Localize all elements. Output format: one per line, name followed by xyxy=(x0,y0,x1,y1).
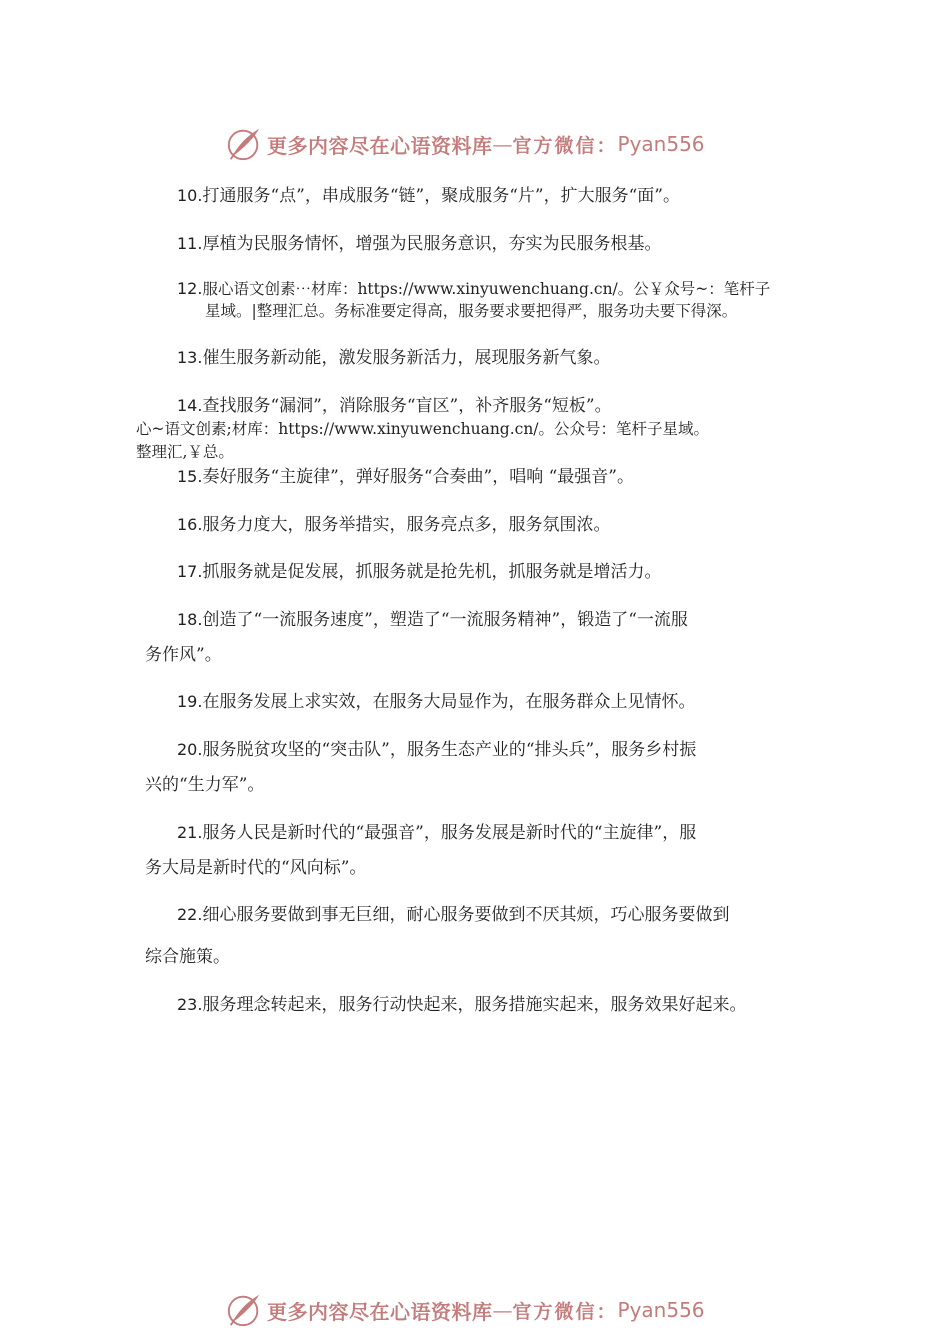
list-item xyxy=(177,990,746,1015)
item-text: 催生服务新动能，激发服务新活力，展现服务新气象。 xyxy=(202,348,611,368)
header-banner xyxy=(225,124,705,164)
list-item xyxy=(177,605,688,630)
item-text: 奏好服务“主旋律”，弹好服务“合奏曲”，唱响 “最强音”。 xyxy=(202,467,635,487)
item-number: 13. xyxy=(177,348,203,367)
item-continuation: 务作风”。 xyxy=(145,645,222,665)
item-number: 15. xyxy=(177,467,203,486)
quill-logo-icon xyxy=(225,125,263,163)
banner-wechat-label: 官方微信： xyxy=(512,134,618,157)
item-number: 17. xyxy=(177,562,203,581)
list-item xyxy=(177,391,612,416)
item-text: 打通服务“点”，串成服务“链”，聚成服务“片”，扩大服务“面”。 xyxy=(202,186,680,206)
item-number: 23. xyxy=(177,995,203,1014)
list-item xyxy=(177,735,696,760)
item-number: 11. xyxy=(177,234,203,253)
watermark-line: 整理汇,￥总。 xyxy=(136,443,234,461)
item-text: 服务力度大，服务举措实，服务亮点多，服务氛围浓。 xyxy=(202,515,611,535)
footer-banner xyxy=(225,1290,705,1330)
banner-separator: — xyxy=(492,132,513,156)
list-item xyxy=(177,687,695,712)
banner-separator: — xyxy=(492,1298,513,1322)
watermark-line: 心~语文创素;材库：https://www.xinyuwenchuang.cn/。公众号：笔杆子星域。 xyxy=(136,420,710,438)
item-number: 18. xyxy=(177,610,203,629)
list-item xyxy=(177,462,634,487)
banner-title: 更多内容尽在心语资料库 xyxy=(267,1299,493,1324)
item-continuation: 兴的“生力军”。 xyxy=(145,775,265,795)
list-item xyxy=(177,900,729,925)
item-text: 服务理念转起来，服务行动快起来，服务措施实起来，服务效果好起来。 xyxy=(202,995,747,1015)
item-number: 21. xyxy=(177,823,203,842)
item-text: 细心服务要做到事无巨细，耐心服务要做到不厌其烦，巧心服务要做到 xyxy=(202,905,730,925)
item-continuation: 务大局是新时代的“风向标”。 xyxy=(145,858,367,878)
item-text: 厚植为民服务情怀，增强为民服务意识，夯实为民服务根基。 xyxy=(202,234,662,254)
banner-wechat-label: 官方微信： xyxy=(512,1300,618,1323)
item-continuation: 星域。|整理汇总。务标准要定得高，服务要求要把得严，服务功夫要下得深。 xyxy=(205,302,738,320)
item-text: 在服务发展上求实效，在服务大局显作为，在服务群众上见情怀。 xyxy=(202,692,696,712)
list-item xyxy=(177,818,696,843)
list-item xyxy=(177,229,661,254)
item-text: 查找服务“漏洞”，消除服务“盲区”，补齐服务“短板”。 xyxy=(202,396,612,416)
item-continuation: 综合施策。 xyxy=(145,947,230,967)
item-number: 19. xyxy=(177,692,203,711)
item-number: 16. xyxy=(177,515,203,534)
item-text: 服心语文创素⋯材库：https://www.xinyuwenchuang.cn/。公￥众号~：笔杆子 xyxy=(202,280,771,298)
banner-wechat-id: Pyan556 xyxy=(617,132,705,156)
list-item xyxy=(177,277,770,299)
list-item xyxy=(177,181,680,206)
quill-logo-icon xyxy=(225,1291,263,1329)
item-number: 14. xyxy=(177,396,203,415)
item-text: 抓服务就是促发展，抓服务就是抢先机，抓服务就是增活力。 xyxy=(202,562,662,582)
list-item xyxy=(177,343,610,368)
list-item xyxy=(177,557,661,582)
item-text: 服务人民是新时代的“最强音”，服务发展是新时代的“主旋律”，服 xyxy=(202,823,697,843)
item-text: 服务脱贫攻坚的“突击队”，服务生态产业的“排头兵”，服务乡村振 xyxy=(202,740,697,760)
item-number: 22. xyxy=(177,905,203,924)
list-item xyxy=(177,510,610,535)
item-number: 12. xyxy=(177,279,203,298)
banner-wechat-id: Pyan556 xyxy=(617,1298,705,1322)
item-text: 创造了“一流服务速度”，塑造了“一流服务精神”，锻造了“一流服 xyxy=(202,610,688,630)
banner-title: 更多内容尽在心语资料库 xyxy=(267,133,493,158)
item-number: 10. xyxy=(177,186,203,205)
item-number: 20. xyxy=(177,740,203,759)
